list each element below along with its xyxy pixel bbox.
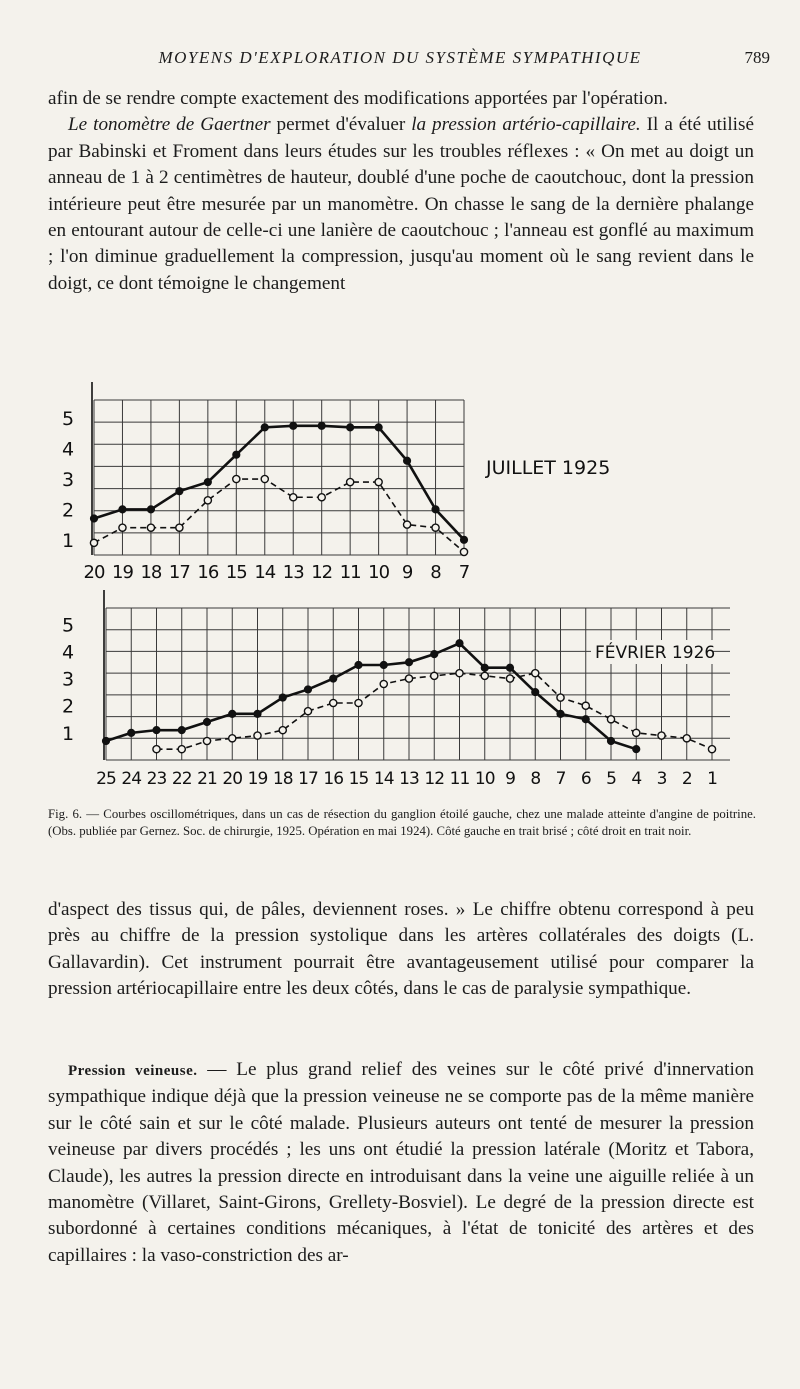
data-point-right-side <box>404 457 411 464</box>
data-point-left-side <box>330 699 337 706</box>
data-point-right-side <box>119 506 126 513</box>
data-point-right-side <box>153 727 160 734</box>
x-tick-label: 9 <box>505 769 515 789</box>
paragraph-pression-veineuse-text: — Le plus grand relief des veines sur le côté privé d'innervation sympathique indique déjà que la pression veineuse ne se comporte pas de la même manière sur le côté sain et sur le côté malade. Plusieurs auteurs ont tenté de mesurer la pression veineuse par divers procédés ; les uns ont étudié la pression latérale (Moritz et Tabora, Claude), les autres la pression directe en introduisant dans la veine une aiguille reliée à un manomètre (Villaret, Saint-Girons, Grellety-Bosviel). Le degré de la pression directe est subordonné à certaines conditions mécaniques, à l'état de tonicité des artères et des capillaires : la vaso-constriction des ar- <box>48 1059 754 1266</box>
data-point-left-side <box>405 675 412 682</box>
data-point-left-side <box>254 732 261 739</box>
data-point-left-side <box>229 735 236 742</box>
section-heading-pression-veineuse: Pression veineuse. <box>68 1063 198 1079</box>
paragraph-tonometre-mid: permet d'évaluer <box>270 114 412 136</box>
x-tick-label: 15 <box>225 562 247 583</box>
x-tick-label: 15 <box>348 769 369 789</box>
chart-title: FÉVRIER 1926 <box>595 643 716 663</box>
data-point-left-side <box>658 732 665 739</box>
data-point-right-side <box>481 664 488 671</box>
data-point-left-side <box>481 672 488 679</box>
x-tick-label: 4 <box>631 769 642 789</box>
x-tick-label: 13 <box>399 769 419 789</box>
y-tick-label: 4 <box>62 641 75 664</box>
data-point-left-side <box>633 729 640 736</box>
data-point-left-side <box>304 708 311 715</box>
paragraph-aspect-des-tissus: d'aspect des tissus qui, de pâles, deviennent roses. » Le chiffre obtenu correspond à peu près au chiffre de la pression systolique dans les artères collatérales des doigts (L. Gallavardin). Cet instrument pourrait être avantageusement utilisé pour comparer la pression artériocapillaire entre les deux côtés, dans le cas de paralysie sympathique. <box>48 899 754 1000</box>
paragraph-tonometre-rest: Il a été utilisé par Babinski et Froment dans leurs études sur les troubles réflexes : « On met au doigt un anneau de 1 à 2 centimètres de hauteur, doublé d'une poche de caoutchouc, dont la pression intérieure peut être mesurée par un manomètre. On chasse le sang de la dernière phalange en entourant autour de celle-ci une lanière de caoutchouc ; l'anneau est gonflé au maximum ; l'on diminue graduellement la compression, jusqu'au moment où le sang revient dans le doigt, ce dont témoigne le changement <box>48 114 754 294</box>
x-tick-label: 11 <box>449 769 470 789</box>
data-point-left-side <box>290 494 297 501</box>
data-point-right-side <box>461 536 468 543</box>
data-point-left-side <box>403 521 410 528</box>
x-tick-label: 12 <box>424 769 445 789</box>
y-tick-label: 5 <box>62 408 75 431</box>
y-tick-label: 5 <box>62 614 75 637</box>
figure-caption-text: — Courbes oscillométriques, dans un cas de résection du ganglion étoilé gauche, chez une malade atteinte d'angine de poitrine. (Obs. publiée par Gernez. Soc. de chirurgie, 1925. Opération en mai 1924). Côté gauche en trait brisé ; côté droit en trait noir. <box>48 807 756 838</box>
data-point-left-side <box>506 675 513 682</box>
data-point-right-side <box>229 710 236 717</box>
body-text-top <box>48 86 754 297</box>
data-point-right-side <box>330 675 337 682</box>
x-tick-label: 21 <box>197 769 217 789</box>
data-point-left-side <box>375 478 382 485</box>
x-tick-label: 19 <box>112 562 133 583</box>
data-point-right-side <box>406 659 413 666</box>
x-tick-label: 19 <box>247 769 268 789</box>
chart-juillet-1925 <box>60 380 760 590</box>
y-tick-label: 1 <box>62 529 75 552</box>
term-tonometre: Le tonomètre de Gaertner <box>68 114 271 136</box>
data-point-right-side <box>432 506 439 513</box>
y-tick-label: 4 <box>62 438 75 461</box>
y-tick-label: 3 <box>62 469 75 492</box>
data-point-left-side <box>431 672 438 679</box>
x-tick-label: 20 <box>83 562 105 583</box>
x-tick-label: 5 <box>606 769 616 789</box>
data-point-right-side <box>347 424 354 431</box>
x-tick-label: 24 <box>121 769 142 789</box>
data-point-left-side <box>318 494 325 501</box>
x-tick-label: 7 <box>555 769 566 789</box>
x-tick-label: 14 <box>254 562 276 583</box>
x-tick-label: 17 <box>168 562 190 583</box>
data-point-left-side <box>178 746 185 753</box>
data-point-right-side <box>148 506 155 513</box>
data-point-left-side <box>90 539 97 546</box>
paragraph-continuation: afin de se rendre compte exactement des modifications apportées par l'opération. <box>48 88 668 109</box>
data-point-right-side <box>233 451 240 458</box>
paragraph-tonometre <box>48 112 754 297</box>
x-tick-label: 25 <box>96 769 116 789</box>
x-tick-label: 13 <box>282 562 304 583</box>
x-tick-label: 22 <box>171 769 192 789</box>
data-point-left-side <box>607 716 614 723</box>
chart-fevrier-1926 <box>60 588 760 794</box>
data-point-left-side <box>347 478 354 485</box>
data-point-left-side <box>119 524 126 531</box>
x-tick-label: 23 <box>146 769 167 789</box>
data-point-left-side <box>176 524 183 531</box>
y-tick-label: 1 <box>62 722 75 745</box>
data-point-left-side <box>279 727 286 734</box>
data-point-left-side <box>432 524 439 531</box>
paragraph-pression-veineuse <box>48 1057 754 1269</box>
data-point-left-side <box>233 475 240 482</box>
data-point-left-side <box>147 524 154 531</box>
x-tick-label: 8 <box>430 562 441 583</box>
data-point-left-side <box>582 702 589 709</box>
data-point-left-side <box>532 670 539 677</box>
data-point-right-side <box>254 710 261 717</box>
data-point-right-side <box>103 738 110 745</box>
data-point-left-side <box>708 746 715 753</box>
x-tick-label: 12 <box>311 562 333 583</box>
x-tick-label: 10 <box>368 562 390 583</box>
x-tick-label: 16 <box>197 562 219 583</box>
x-tick-label: 8 <box>530 769 541 789</box>
data-point-right-side <box>375 424 382 431</box>
data-point-left-side <box>203 737 210 744</box>
series-line-left-side <box>94 479 464 552</box>
chart-title: JUILLET 1925 <box>486 457 611 479</box>
data-point-right-side <box>204 719 211 726</box>
data-point-left-side <box>380 680 387 687</box>
term-pression-arterio-capillaire: la pression artério-capillaire. <box>411 114 641 136</box>
data-point-right-side <box>128 729 135 736</box>
data-point-right-side <box>178 727 185 734</box>
data-point-right-side <box>431 651 438 658</box>
data-point-right-side <box>456 640 463 647</box>
x-tick-label: 2 <box>681 769 692 789</box>
data-point-left-side <box>456 670 463 677</box>
data-point-right-side <box>279 694 286 701</box>
data-point-left-side <box>683 735 690 742</box>
x-tick-label: 9 <box>401 562 413 583</box>
data-point-right-side <box>532 689 539 696</box>
data-point-right-side <box>91 515 98 522</box>
data-point-right-side <box>380 662 387 669</box>
y-tick-label: 3 <box>62 668 75 691</box>
data-point-right-side <box>355 662 362 669</box>
x-tick-label: 14 <box>373 769 394 789</box>
x-tick-label: 6 <box>580 769 591 789</box>
data-point-right-side <box>204 479 211 486</box>
x-tick-label: 11 <box>339 562 361 583</box>
data-point-left-side <box>460 548 467 555</box>
data-point-right-side <box>507 664 514 671</box>
x-tick-label: 1 <box>707 769 717 789</box>
x-tick-label: 10 <box>474 769 495 789</box>
data-point-right-side <box>633 746 640 753</box>
x-tick-label: 7 <box>458 562 470 583</box>
x-tick-label: 3 <box>656 769 667 789</box>
x-tick-label: 20 <box>222 769 243 789</box>
x-tick-label: 17 <box>298 769 318 789</box>
data-point-right-side <box>557 710 564 717</box>
running-title: MOYENS D'EXPLORATION DU SYSTÈME SYMPATHIQUE <box>158 48 642 67</box>
body-text-bottom <box>48 1057 754 1269</box>
body-text-middle <box>48 897 754 1003</box>
data-point-left-side <box>355 699 362 706</box>
x-tick-label: 18 <box>140 562 162 583</box>
y-tick-label: 2 <box>62 499 75 522</box>
page-number: 789 <box>744 48 770 67</box>
data-point-left-side <box>204 497 211 504</box>
data-point-right-side <box>318 422 325 429</box>
data-point-right-side <box>261 424 268 431</box>
data-point-right-side <box>176 488 183 495</box>
data-point-left-side <box>261 475 268 482</box>
data-point-right-side <box>305 686 312 693</box>
data-point-right-side <box>582 716 589 723</box>
figure-caption <box>48 806 756 840</box>
figure-label: Fig. 6. <box>48 807 83 821</box>
x-tick-label: 18 <box>272 769 293 789</box>
x-tick-label: 16 <box>323 769 344 789</box>
data-point-left-side <box>153 746 160 753</box>
data-point-right-side <box>290 422 297 429</box>
data-point-right-side <box>608 738 615 745</box>
data-point-left-side <box>557 694 564 701</box>
y-tick-label: 2 <box>62 695 75 718</box>
